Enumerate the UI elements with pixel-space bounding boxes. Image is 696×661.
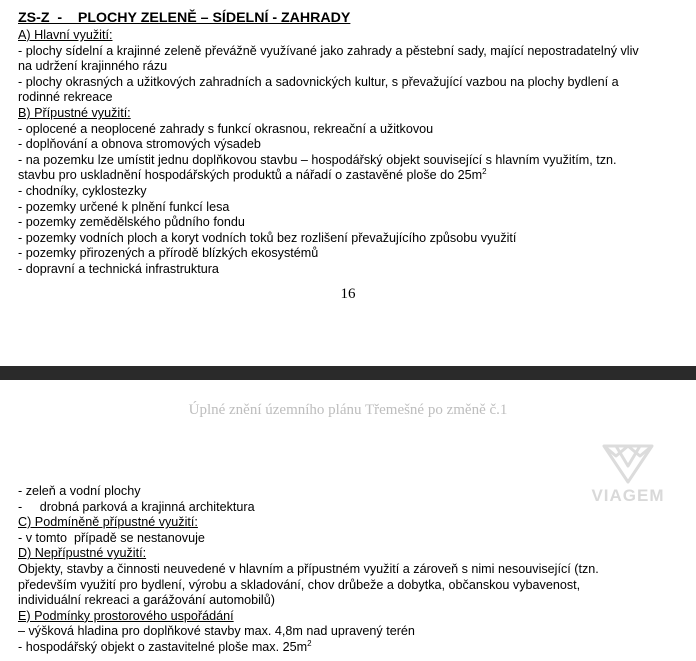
section-b-area-text: stavbu pro uskladnění hospodářských produktů a nářadí o zastavěné ploše do 25m [18,168,483,183]
superscript-two: 2 [482,167,487,177]
section-a-line: na udržení krajinného rázu [18,59,168,74]
superscript-two: 2 [307,638,312,648]
section-c-line: - v tomto případě se nestanovuje [18,530,205,545]
section-b-line: - chodníky, cyklostezky [18,183,147,198]
section-b-line: - dopravní a technická infrastruktura [18,261,219,276]
section-a-title: A) Hlavní využití: [18,28,113,42]
section-e-line-area [18,640,688,656]
section-b-line: - pozemky vodních ploch a koryt vodních toků bez rozlišení převažujícího způsobu využití [18,230,517,245]
section-e-title: E) Podmínky prostorového uspořádání [18,608,234,623]
section-b-line: - oplocené a neoplocené zahrady s funkcí okrasnou, rekreační a užitkovou [18,121,434,136]
section-b-title: B) Přípustné využití: [18,105,131,120]
section-a-line: - plochy okrasných a užitkových zahradních a sadovnických kultur, s převažující vazbou na plochy bydlení a [18,74,619,89]
section-a-line: rodinné rekreace [18,90,113,105]
section-d-title: D) Nepřípustné využití: [18,546,147,561]
page-content-upper [18,9,688,278]
page-number: 16 [340,286,356,302]
section-c-title: C) Podmíněně přípustné využití: [18,515,198,530]
section-b-line: - pozemky zemědělského půdního fondu [18,215,245,230]
section-d-line: Objekty, stavby a činnosti neuvedené v hlavním a přípustném využití a zároveň s nimi nesouvisející (tzn. [18,561,599,576]
list-item: - drobná parková a krajinná architektura [18,499,255,514]
watermark-text: VIAGEM [591,486,665,505]
list-item: - zeleň a vodní plochy [18,484,141,498]
section-e-line: – výšková hladina pro doplňkové stavby max. 4,8m nad upravený terén [18,624,415,639]
document-page-lower [0,380,696,661]
section-b-line: - pozemky přirozených a přírodě blízkých ekosystémů [18,246,319,261]
page-content-lower [18,484,688,656]
section-b-line: - doplňování a obnova stromových výsadeb [18,137,261,152]
section-a-line: - plochy sídelní a krajinné zeleně převážně využívané jako zahrady a pěstební sady, mající nepostradatelný vliv [18,43,639,58]
section-b-line: - pozemky určené k plnění funkcí lesa [18,199,230,214]
section-b-line: - na pozemku lze umístit jednu doplňkovou stavbu – hospodářský objekt související s hlavním využitím, tzn. [18,152,617,167]
section-d-line: především využití pro bydlení, výrobu a skladování, chov drůbeže a dobytka, občanskou vybavenost, [18,577,581,592]
section-d-line: individuální rekreaci a garážování automobilů) [18,593,275,608]
section-e-area-text: - hospodářský objekt o zastavitelné ploše max. 25m [18,639,308,654]
running-header: Úplné znění územního plánu Třemešné po změně č.1 [188,402,508,418]
page-break-divider [0,366,696,380]
section-b-line-area [18,168,688,184]
diamond-logo-icon [600,440,656,486]
zone-heading: ZS-Z - PLOCHY ZELENĚ – SÍDELNÍ - ZAHRADY [18,10,351,26]
